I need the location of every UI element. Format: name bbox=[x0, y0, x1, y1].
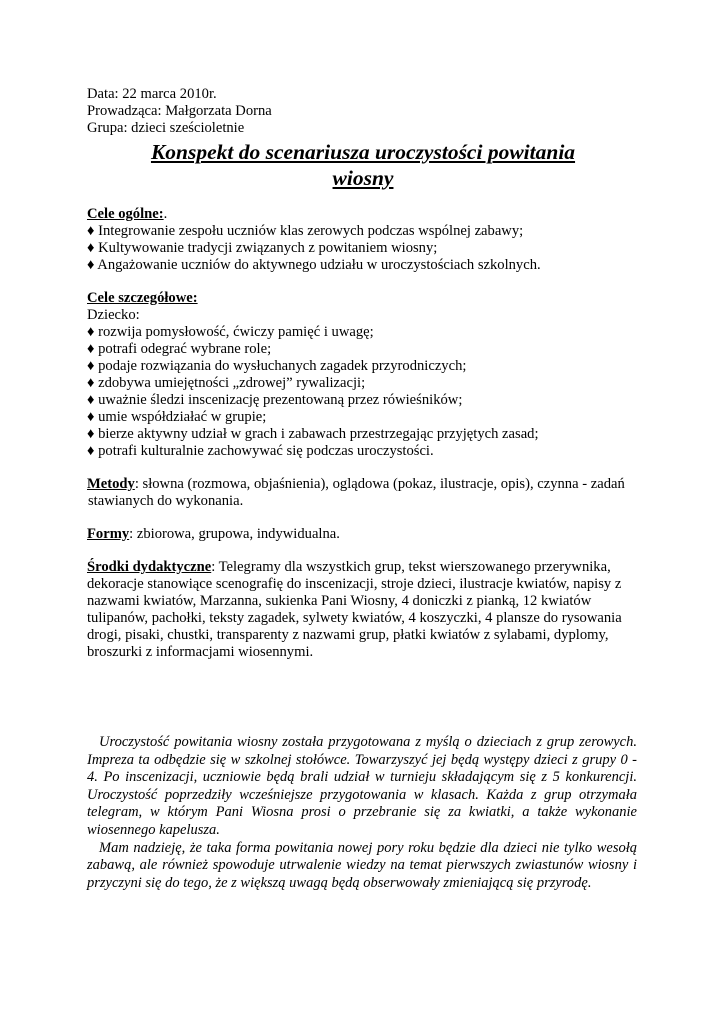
teaching-aids-line: dekoracje stanowiące scenografię do inscenizacji, stroje dzieci, ilustracje kwiatów, napisy z bbox=[87, 576, 622, 592]
teaching-aids-line: nazwami kwiatów, Marzanna, sukienka Pani Wiosny, 4 doniczki z pianką, 12 kwiatów bbox=[87, 593, 592, 609]
list-item bbox=[87, 257, 639, 274]
teaching-aids-section bbox=[87, 559, 639, 661]
list-item-text: zdobywa umiejętności „zdrowej” rywalizacji; bbox=[98, 375, 366, 391]
methods-section bbox=[87, 476, 639, 510]
summary-line: Uroczystość poprzedziły wcześniejsze przygotowania w klasach. Każda z grup otrzymała bbox=[87, 786, 637, 803]
forms-heading: Formy bbox=[87, 526, 130, 542]
summary-paragraph-1 bbox=[87, 734, 637, 840]
forms-line bbox=[87, 526, 639, 543]
list-item bbox=[87, 443, 639, 460]
summary-paragraph-2 bbox=[87, 840, 637, 893]
list-item-text: potrafi odegrać wybrane role; bbox=[98, 341, 272, 357]
list-item-text: Integrowanie zespołu uczniów klas zerowych podczas wspólnej zabawy; bbox=[98, 223, 524, 239]
methods-line-2: stawianych do wykonania. bbox=[88, 493, 244, 509]
summary-line: i przyczyni się do tego, że z większą uwagą będą obserwowały zmieniającą się przyrodę. bbox=[87, 857, 637, 891]
teaching-aids-line: drogi, pisaki, chustki, transparenty z nazwami grup, płatki kwiatów z sylabami, dyplomy, bbox=[87, 627, 609, 643]
diamond-bullet-icon: ♦ bbox=[87, 324, 95, 340]
forms-text: : zbiorowa, grupowa, indywidualna. bbox=[129, 526, 340, 542]
specific-goals-intro: Dziecko: bbox=[87, 307, 140, 323]
document-page bbox=[87, 86, 639, 661]
summary-line: Impreza ta odbędzie się w szkolnej stołówce. Towarzyszyć jej będą występy dzieci z grupy bbox=[87, 751, 617, 768]
list-item bbox=[87, 392, 639, 409]
teaching-aids-line: broszurki z informacjami wiosennymi. bbox=[87, 644, 314, 660]
diamond-bullet-icon: ♦ bbox=[87, 375, 95, 391]
general-goals-heading: Cele ogólne: bbox=[87, 206, 164, 222]
teacher-line: Prowadząca: Małgorzata Dorna bbox=[87, 103, 272, 119]
summary-line: zabawą, ale również spowoduje utrwalenie wiedzy na temat pierwszych zwiastunów wiosny bbox=[87, 857, 629, 874]
list-item bbox=[87, 426, 639, 443]
forms-section bbox=[87, 526, 639, 543]
summary-text bbox=[87, 734, 637, 892]
list-item bbox=[87, 409, 639, 426]
title-line-1: Konspekt do scenariusza uroczystości powitania bbox=[150, 140, 576, 164]
document-title bbox=[87, 139, 639, 191]
date-line: Data: 22 marca 2010r. bbox=[87, 86, 217, 102]
specific-goals-heading: Cele szczegółowe: bbox=[87, 290, 198, 306]
general-goals-heading-suffix: . bbox=[163, 206, 168, 222]
diamond-bullet-icon: ♦ bbox=[87, 426, 95, 442]
summary-line: 0 - 4. Po inscenizacji, uczniowie będą brali udział w turnieju składającym się z 5 konkurencji. bbox=[87, 751, 638, 786]
teaching-aids-line bbox=[87, 559, 639, 576]
list-item bbox=[87, 240, 639, 257]
general-goals-section bbox=[87, 206, 639, 274]
methods-text: : słowna (rozmowa, objaśnienia), oglądowa (pokaz, ilustracje, opis), czynna - zadań bbox=[134, 476, 625, 492]
summary-line: Mam nadzieję, że taka forma powitania nowej pory roku będzie dla dzieci nie tylko wesołą bbox=[99, 839, 637, 856]
diamond-bullet-icon: ♦ bbox=[87, 223, 95, 239]
list-item-text: bierze aktywny udział w grach i zabawach przestrzegając przyjętych zasad; bbox=[98, 426, 539, 442]
specific-goals-section bbox=[87, 290, 639, 460]
list-item-text: potrafi kulturalnie zachowywać się podczas uroczystości. bbox=[98, 443, 434, 459]
summary-line: wiosennego kapelusza. bbox=[87, 821, 220, 838]
list-item bbox=[87, 375, 639, 392]
list-item bbox=[87, 341, 639, 358]
diamond-bullet-icon: ♦ bbox=[87, 358, 95, 374]
list-item bbox=[87, 223, 639, 240]
diamond-bullet-icon: ♦ bbox=[87, 341, 95, 357]
list-item-text: rozwija pomysłowość, ćwiczy pamięć i uwagę; bbox=[98, 324, 374, 340]
list-item-text: uważnie śledzi inscenizację prezentowaną przez rówieśników; bbox=[98, 392, 463, 408]
teaching-aids-line: tulipanów, pachołki, teksty zagadek, sylwety kwiatów, 4 koszyczki, 4 plansze do rysowania bbox=[87, 610, 622, 626]
teaching-aids-text: : Telegramy dla wszystkich grup, tekst wierszowanego przerywnika, bbox=[211, 559, 611, 575]
diamond-bullet-icon: ♦ bbox=[87, 257, 95, 273]
summary-line: telegram, w którym Pani Wiosna prosi o przebranie się za kwiatki, a także wykonanie bbox=[87, 804, 637, 821]
general-goals-heading-line bbox=[87, 206, 639, 223]
header-block bbox=[87, 86, 639, 137]
list-item bbox=[87, 358, 639, 375]
diamond-bullet-icon: ♦ bbox=[87, 392, 95, 408]
list-item-text: Angażowanie uczniów do aktywnego udziału w uroczystościach szkolnych. bbox=[97, 257, 541, 273]
list-item-text: podaje rozwiązania do wysłuchanych zagadek przyrodniczych; bbox=[98, 358, 467, 374]
methods-line-1 bbox=[87, 476, 639, 493]
title-line-2: wiosny bbox=[332, 166, 394, 190]
list-item-text: Kultywowanie tradycji związanych z powitaniem wiosny; bbox=[98, 240, 438, 256]
list-item-text: umie współdziałać w grupie; bbox=[98, 409, 267, 425]
summary-line: Uroczystość powitania wiosny została przygotowana z myślą o dzieciach z grup zerowych. bbox=[99, 734, 637, 750]
diamond-bullet-icon: ♦ bbox=[87, 409, 95, 425]
group-line: Grupa: dzieci sześcioletnie bbox=[87, 120, 245, 136]
methods-heading: Metody bbox=[87, 476, 135, 492]
diamond-bullet-icon: ♦ bbox=[87, 240, 95, 256]
diamond-bullet-icon: ♦ bbox=[87, 443, 95, 459]
teaching-aids-heading: Środki dydaktyczne bbox=[87, 559, 212, 575]
list-item bbox=[87, 324, 639, 341]
